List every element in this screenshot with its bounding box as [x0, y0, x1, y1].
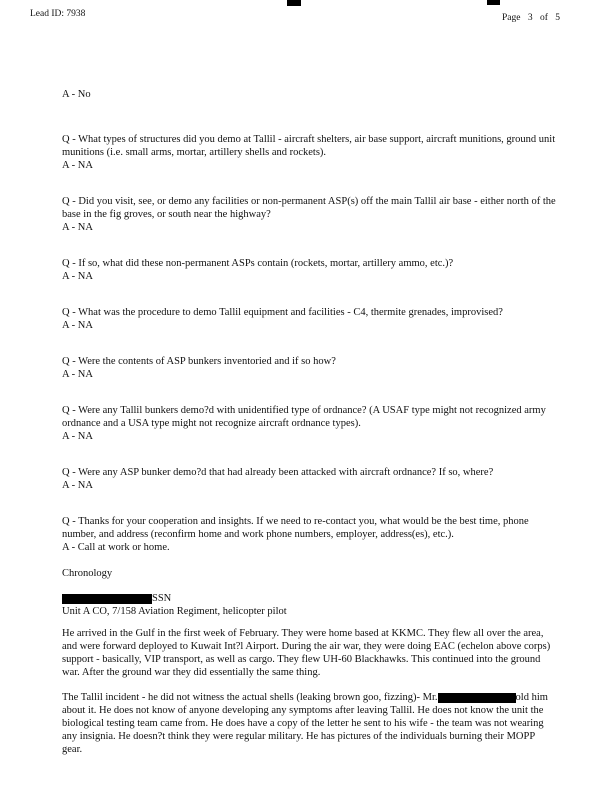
answer-recontact	[62, 541, 556, 554]
text-run: A - NA	[62, 431, 93, 442]
question-unidentified-ordnance	[62, 404, 556, 430]
paragraph-arrival	[62, 627, 556, 679]
text-run: Q - Thanks for your cooperation and insights. If we need to re-contact you, what would be the best time, phone number, and address (reconfirm home and work phone numbers, employer, address(es), etc.).	[62, 516, 529, 540]
text-run: A - Call at work or home.	[62, 542, 170, 553]
scan-artifact	[487, 0, 500, 5]
unit-line	[62, 605, 556, 618]
answer-na-3	[62, 270, 556, 283]
text-run: A - No	[62, 89, 91, 100]
text-run: A - NA	[62, 160, 93, 171]
page-number-label: Page 3 of 5	[501, 13, 560, 23]
text-run: Q - Were the contents of ASP bunkers inventoried and if so how?	[62, 356, 336, 367]
text-run: Q - What was the procedure to demo Tallil equipment and facilities - C4, thermite grenades, improvised?	[62, 307, 503, 318]
answer-no	[62, 88, 556, 101]
question-structures	[62, 133, 556, 159]
question-inventoried	[62, 355, 556, 368]
text-run: Q - What types of structures did you demo at Tallil - aircraft shelters, air base support, aircraft munitions, ground unit munitions (i.e. small arms, mortar, artillery shells and rockets).	[62, 134, 556, 158]
text-run: Q - Were any ASP bunker demo?d that had already been attacked with aircraft ordnance? If so, where?	[62, 467, 494, 478]
redaction-bar	[438, 693, 516, 703]
text-run: SSN	[152, 593, 172, 604]
text-run: A - NA	[62, 480, 93, 491]
scan-artifact	[287, 0, 301, 6]
question-facilities	[62, 195, 556, 221]
text-run: A - NA	[62, 271, 93, 282]
text-run: Unit A CO, 7/158 Aviation Regiment, helicopter pilot	[62, 606, 287, 617]
text-run: Q - If so, what did these non-permanent ASPs contain (rockets, mortar, artillery ammo, etc.)?	[62, 258, 454, 269]
lead-id-label: Lead ID: 7938	[30, 9, 86, 19]
answer-na-4	[62, 319, 556, 332]
document-body	[62, 88, 556, 768]
chronology-heading	[62, 567, 556, 580]
text-run: Chronology	[62, 568, 113, 579]
paragraph-tallil-incident	[62, 691, 556, 756]
text-run: The Tallil incident - he did not witness the actual shells (leaking brown goo, fizzing)- Mr.	[62, 692, 438, 703]
text-run: A - NA	[62, 369, 93, 380]
text-run: He arrived in the Gulf in the first week of February. They were home based at KKMC. They flew all over the area, and were forward deployed to Kuwait Int?l Airport. During the air war, they were doing EAC (echelon above corps) support - basically, VIP transport, as well as cargo. They flew UH-60 Blackhawks. This continued into the ground war. After the ground war they did essentially the same thing.	[62, 628, 551, 678]
subject-ssn-line	[62, 592, 556, 605]
question-attacked-bunker	[62, 466, 556, 479]
answer-na-7	[62, 479, 556, 492]
answer-na-1	[62, 159, 556, 172]
question-procedure	[62, 306, 556, 319]
text-run: Q - Were any Tallil bunkers demo?d with unidentified type of ordnance? (A USAF type might not recognized army ordnance and a USA type might not recognize aircraft ordnance types).	[62, 405, 546, 429]
text-run: A - NA	[62, 320, 93, 331]
answer-na-5	[62, 368, 556, 381]
question-recontact	[62, 515, 556, 541]
text-run: A - NA	[62, 222, 93, 233]
answer-na-6	[62, 430, 556, 443]
question-asp-contents	[62, 257, 556, 270]
redaction-bar	[62, 594, 152, 604]
text-run: old him about it. He does not know of anyone developing any symptoms after leaving Tallil. He does not know the unit the biological testing team came from. He does have a copy of the letter he sent to his wife - the team was not wearing any insignia. He doesn?t think they were regular military. He has pictures of the individuals burning their MOPP gear.	[62, 692, 548, 755]
text-run: Q - Did you visit, see, or demo any facilities or non-permanent ASP(s) off the main Tallil air base - either north of the base in the fig groves, or south near the highway?	[62, 196, 556, 220]
answer-na-2	[62, 221, 556, 234]
